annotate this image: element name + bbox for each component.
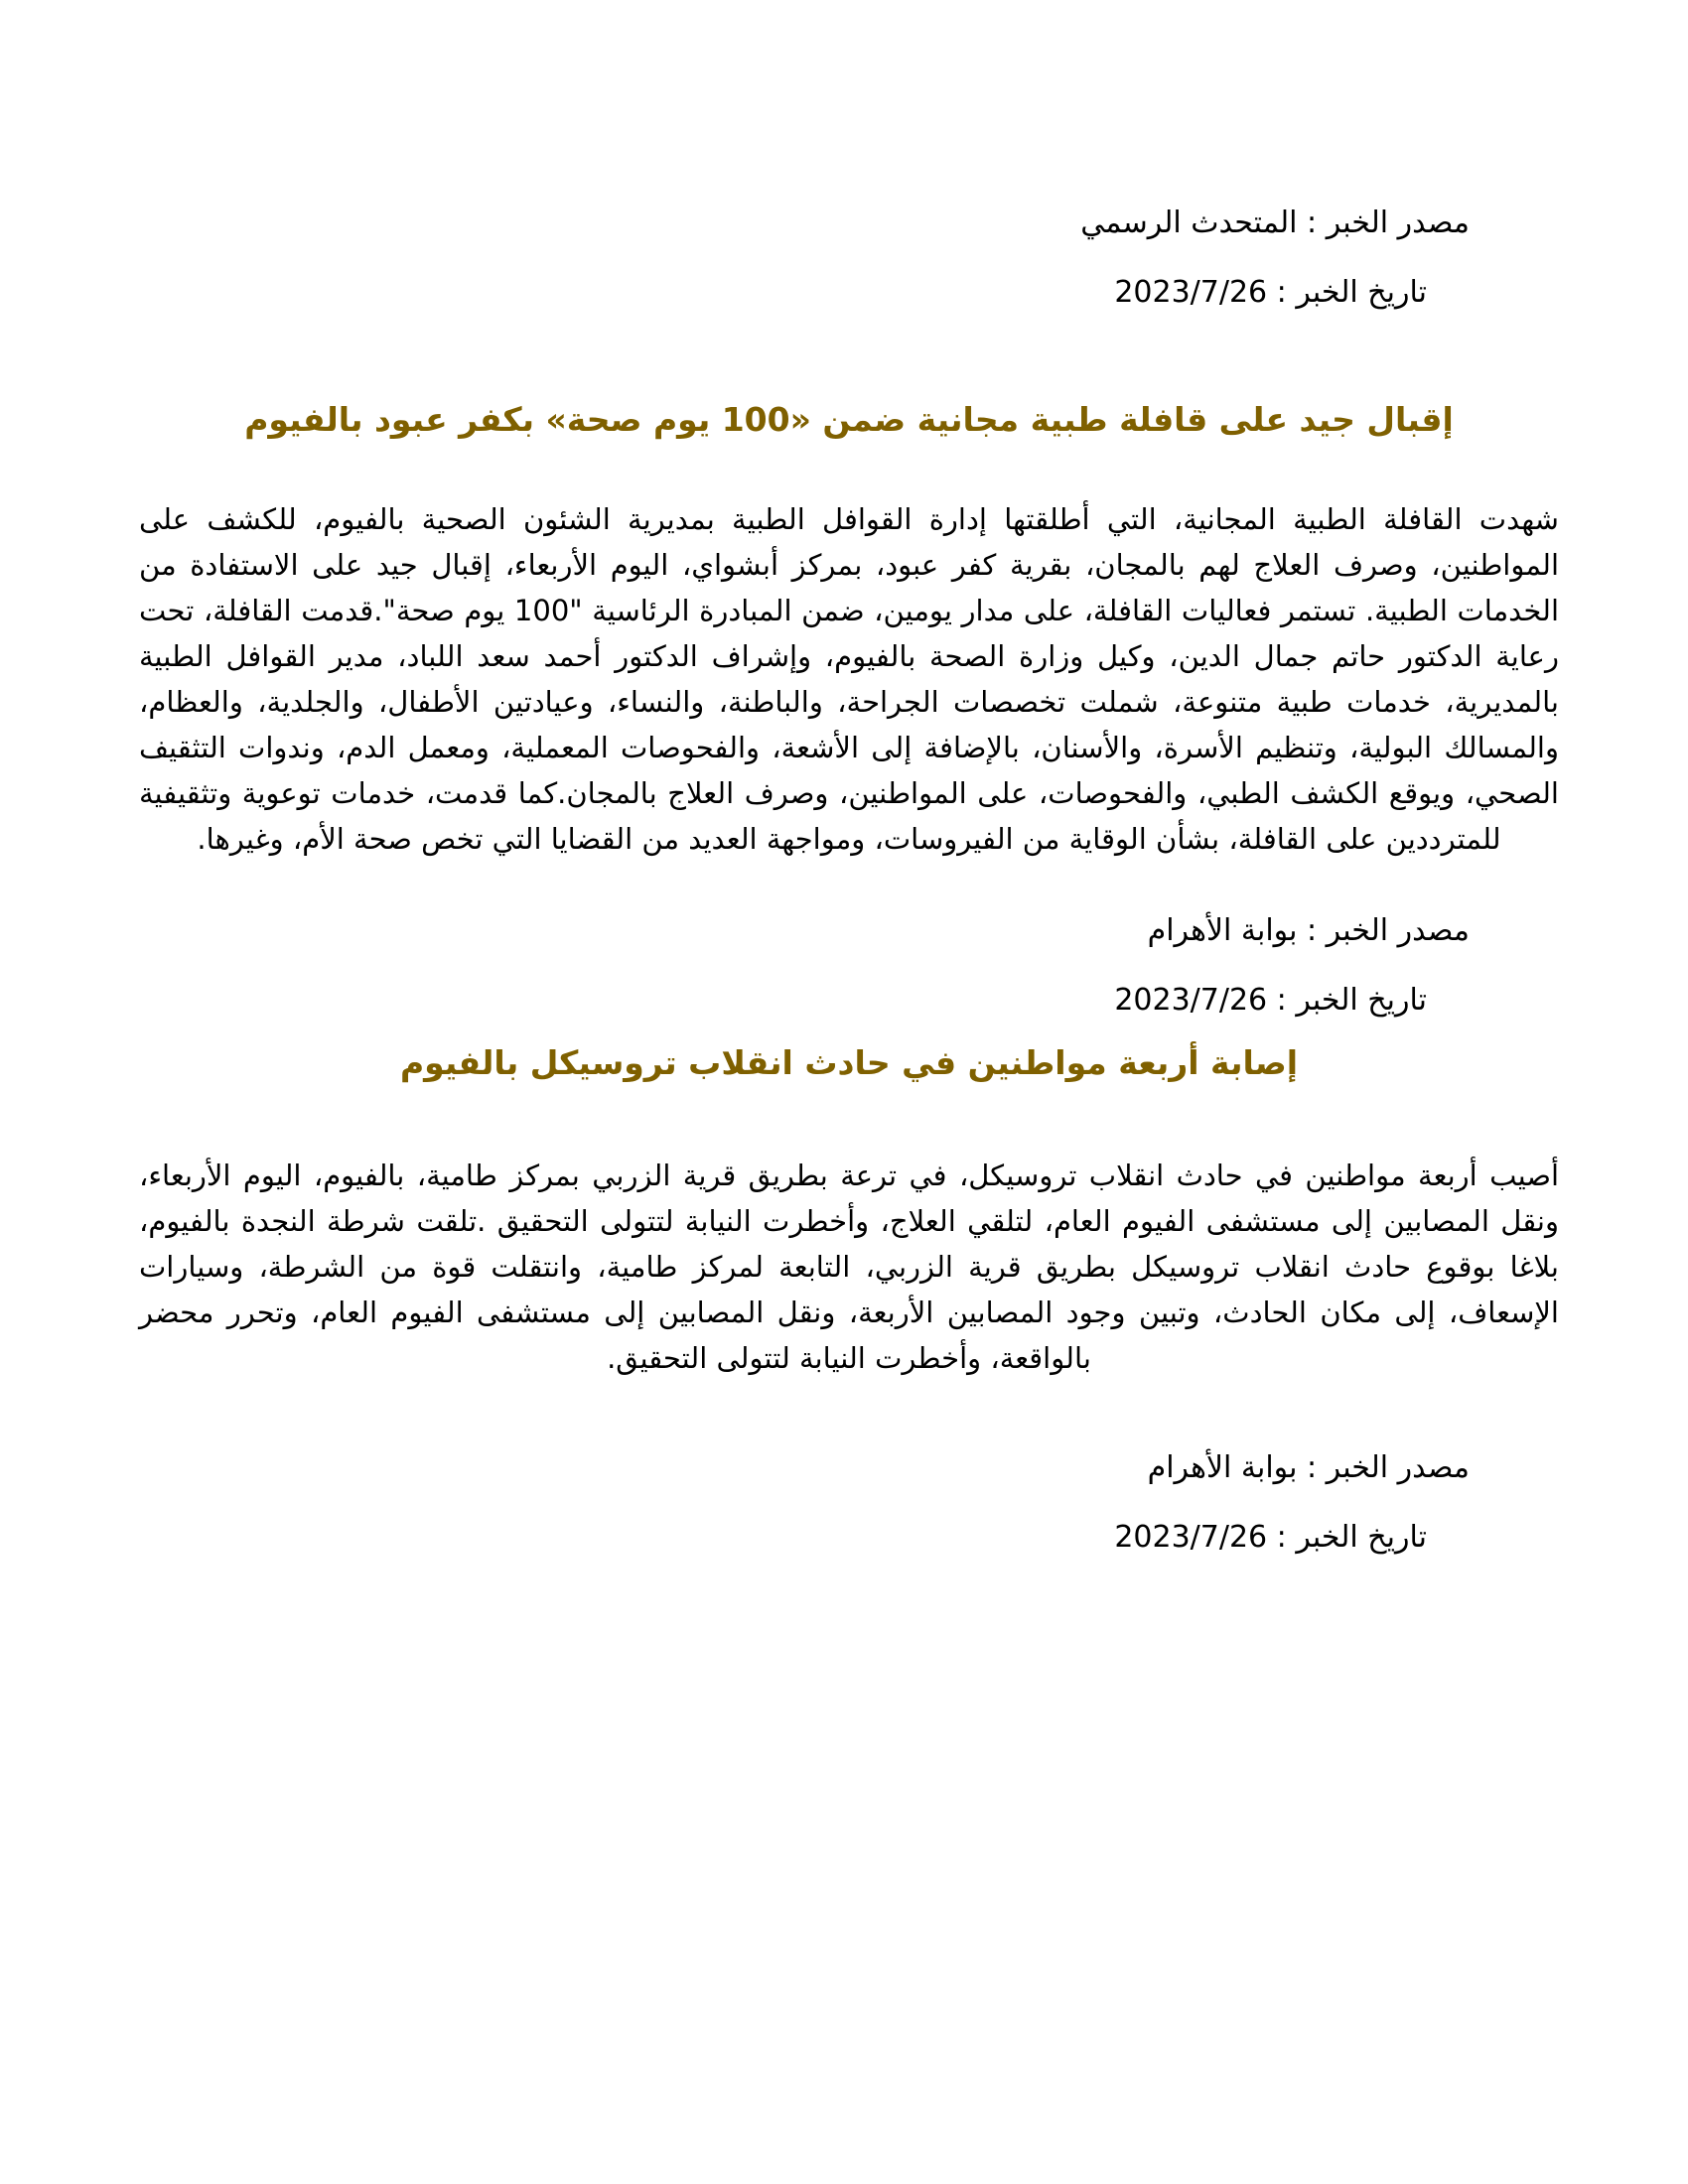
article-1-news-source: مصدر الخبر : بوابة الأهرام <box>1147 913 1470 948</box>
article-2-news-source: مصدر الخبر : بوابة الأهرام <box>1147 1450 1470 1485</box>
article-1-body: شهدت القافلة الطبية المجانية، التي أطلقتها إدارة القوافل الطبية بمديرية الشئون الصحية بالفيوم، للكشف على المواطنين، وصرف العلاج لهم بالمجان، بقرية كفر عبود، بمركز أبشواي، اليوم الأربعاء، إقبال جيد على الاستفادة من الخدمات الطبية. تستمر فعاليات القافلة، على مدار يومين، ضمن المبادرة الرئاسية "100 يوم صحة".قدمت القافلة، تحت رعاية الدكتور حاتم جمال الدين، وكيل وزارة الصحة بالفيوم، وإشراف الدكتور أحمد سعد اللباد، مدير القوافل الطبية بالمديرية، خدمات طبية متنوعة، شملت تخصصات الجراحة، والباطنة، والنساء، وعيادتين الأطفال، والجلدية، والعظام، والمسالك البولية، وتنظيم الأسرة، والأسنان، بالإضافة إلى الأشعة، والفحوصات المعملية، ومعمل الدم، وندوات التثقيف الصحي، ويوقع الكشف الطبي، والفحوصات، على المواطنين، وصرف العلاج بالمجان.كما قدمت، خدمات توعوية وتثقيفية للمترددين على القافلة، بشأن الوقاية من الفيروسات، ومواجهة العديد من القضايا التي تخص صحة الأم، وغيرها. <box>139 502 1559 856</box>
article-1-news-date: تاريخ الخبر : 2023/7/26 <box>1114 983 1427 1018</box>
header-news-source: مصدر الخبر : المتحدث الرسمي <box>1080 205 1470 240</box>
article-2-body: أصيب أربعة مواطنين في حادث انقلاب تروسيكل، في ترعة بطريق قرية الزربي بمركز طامية، بالفيوم، اليوم الأربعاء، ونقل المصابين إلى مستشفى الفيوم العام، لتلقي العلاج، وأخطرت النيابة لتتولى التحقيق .تلقت شرطة النجدة بالفيوم، بلاغا بوقوع حادث انقلاب تروسيكل بطريق قرية الزربي، التابعة لمركز طامية، وانتقلت قوة من الشرطة، وسيارات الإسعاف، إلى مكان الحادث، وتبين وجود المصابين الأربعة، ونقل المصابين إلى مستشفى الفيوم العام، وتحرر محضر بالواقعة، وأخطرت النيابة لتتولى التحقيق. <box>139 1159 1559 1375</box>
header-news-date: تاريخ الخبر : 2023/7/26 <box>1114 275 1427 310</box>
article-2-news-date: تاريخ الخبر : 2023/7/26 <box>1114 1520 1427 1555</box>
article-1-headline: إقبال جيد على قافلة طبية مجانية ضمن «100 يوم صحة» بكفر عبود بالفيوم <box>244 400 1454 439</box>
article-2-headline: إصابة أربعة مواطنين في حادث انقلاب تروسيكل بالفيوم <box>399 1043 1299 1082</box>
